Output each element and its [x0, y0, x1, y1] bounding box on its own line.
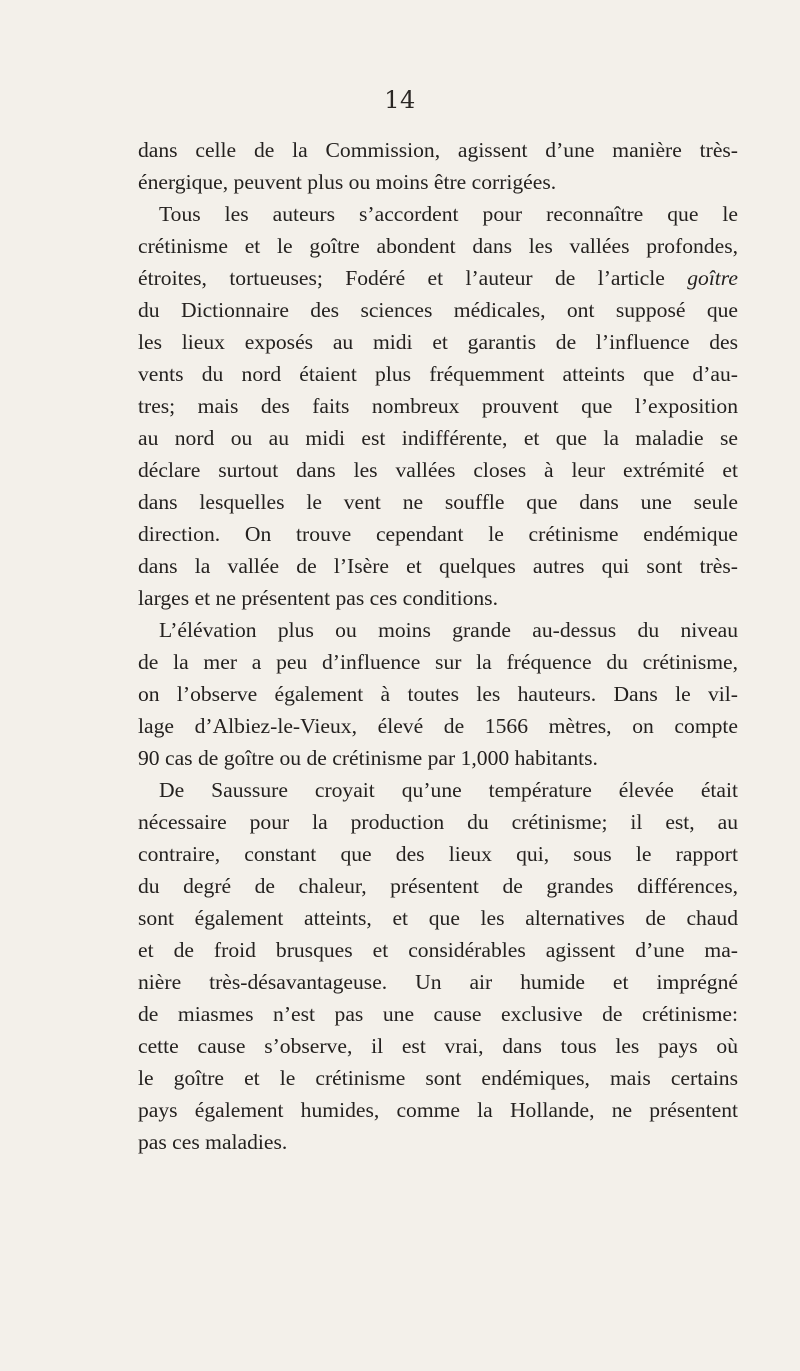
text-line: cette cause s’observe, il est vrai, dans tous les pays où — [138, 1034, 738, 1058]
text-line: larges et ne présentent pas ces conditions. — [138, 586, 498, 610]
text-line: pays également humides, comme la Hollande, ne présentent — [138, 1098, 738, 1122]
text-line: direction. On trouve cependant le crétinisme endémique — [138, 522, 738, 546]
text-line: vents du nord étaient plus fréquemment atteints que d’au- — [138, 362, 738, 386]
text-line: le goître et le crétinisme sont endémiques, mais certains — [138, 1066, 738, 1090]
text-line: pas ces maladies. — [138, 1130, 288, 1154]
text-line: lage d’Albiez-le-Vieux, élevé de 1566 mètres, on compte — [138, 714, 738, 738]
text-line: de la mer a peu d’influence sur la fréquence du crétinisme, — [138, 650, 738, 674]
text-line: et de froid brusques et considérables agissent d’une ma- — [138, 938, 738, 962]
text-line: déclare surtout dans les vallées closes à leur extrémité et — [138, 458, 738, 482]
text-line: sont également atteints, et que les alternatives de chaud — [138, 906, 738, 930]
page-number: 14 — [384, 86, 416, 114]
text-line: les lieux exposés au midi et garantis de l’influence des — [138, 330, 738, 354]
text-line: Tous les auteurs s’accordent pour reconnaître que le — [159, 202, 738, 226]
text-line: du Dictionnaire des sciences médicales, ont supposé que — [138, 298, 738, 322]
text-line: dans lesquelles le vent ne souffle que dans une seule — [138, 490, 738, 514]
text-line: contraire, constant que des lieux qui, sous le rapport — [138, 842, 738, 866]
text-line: crétinisme et le goître abondent dans les vallées profondes, — [138, 234, 738, 258]
text-line: dans celle de la Commission, agissent d’une manière très- — [138, 138, 738, 162]
body-text — [138, 134, 738, 1158]
text-line: nécessaire pour la production du crétinisme; il est, au — [138, 810, 738, 834]
text-line: dans la vallée de l’Isère et quelques autres qui sont très- — [138, 554, 738, 578]
text-line: au nord ou au midi est indifférente, et que la maladie se — [138, 426, 738, 450]
text-line: nière très-désavantageuse. Un air humide et imprégné — [138, 970, 738, 994]
text-line: étroites, tortueuses; Fodéré et l’auteur de l’article goître — [138, 266, 738, 290]
text-line: De Saussure croyait qu’une température élevée était — [159, 778, 738, 802]
text-line: du degré de chaleur, présentent de grandes différences, — [138, 874, 738, 898]
text-line: de miasmes n’est pas une cause exclusive de crétinisme: — [138, 1002, 738, 1026]
text-line: on l’observe également à toutes les hauteurs. Dans le vil- — [138, 682, 738, 706]
italic-word: goître — [687, 266, 738, 290]
text-line: L’élévation plus ou moins grande au-dessus du niveau — [159, 618, 738, 642]
text-line: tres; mais des faits nombreux prouvent que l’exposition — [138, 394, 738, 418]
text-line: 90 cas de goître ou de crétinisme par 1,000 habitants. — [138, 746, 598, 770]
text-line: énergique, peuvent plus ou moins être corrigées. — [138, 170, 557, 194]
